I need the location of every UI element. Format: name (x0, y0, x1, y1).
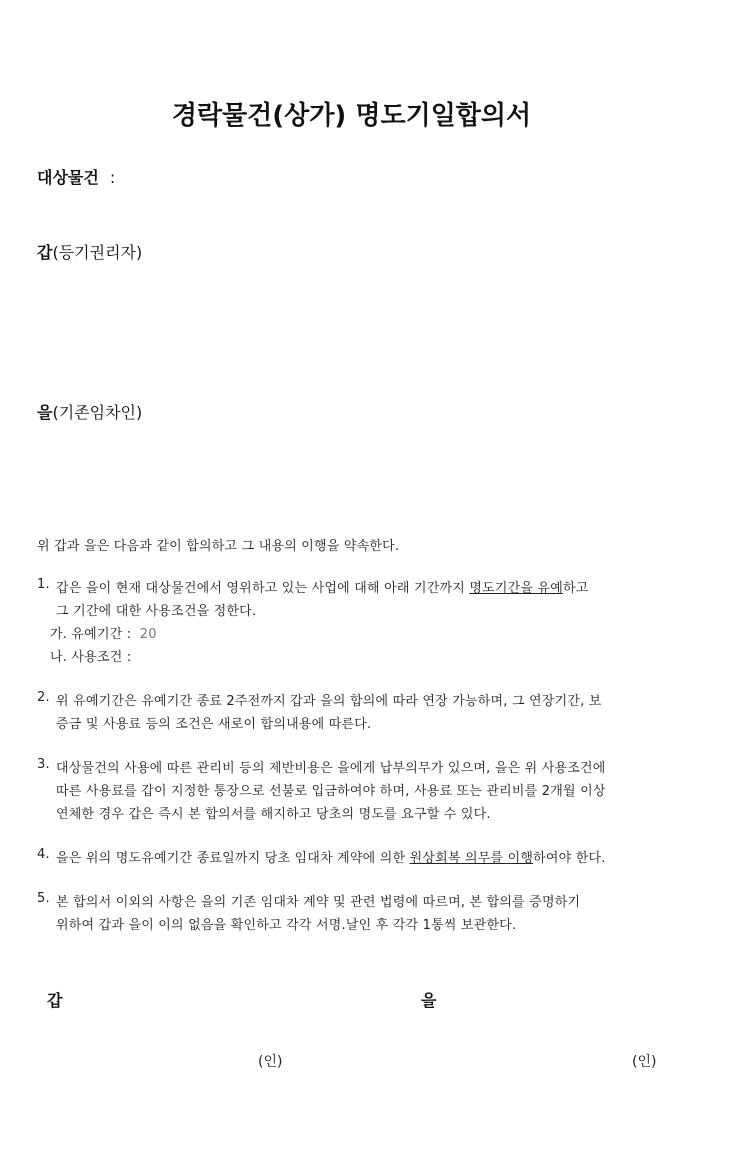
usage-terms-label: 나. 사용조건 : (50, 650, 132, 665)
clause-1-sub-b (50, 646, 131, 665)
clause-4-number: 4. (37, 847, 50, 862)
clause-1-text-a: 갑은 을이 현재 대상물건에서 영위하고 있는 사업에 대해 아래 기간까지 (56, 581, 470, 596)
party-a-line (37, 240, 142, 263)
clause-3-number: 3. (37, 757, 50, 772)
clause-4-text-b: 하여야 한다. (533, 851, 606, 866)
clause-5-number: 5. (37, 891, 50, 906)
clause-4-underlined: 원상회복 의무를 이행 (409, 851, 534, 866)
party-b-role: (기존임차인) (52, 403, 143, 422)
clause-5-line-2: 위하여 갑과 을이 이의 없음을 확인하고 각각 서명.날인 후 각각 1통씩 보관한다. (56, 918, 517, 933)
grace-period-value: 20 (139, 627, 157, 642)
clause-3-line-2: 따른 사용료를 갑이 지정한 통장으로 선불로 입금하여야 하며, 사용료 또는 관리비를 2개월 이상 (56, 784, 606, 799)
property-label: 대상물건 (37, 168, 99, 187)
clause-1-line-1 (56, 577, 588, 596)
intro-text: 위 갑과 을은 다음과 같이 합의하고 그 내용의 이행을 약속한다. (37, 539, 400, 554)
party-a-name: 갑 (37, 243, 53, 262)
party-b-line (37, 400, 142, 423)
document-title: 경락물건(상가) 명도기일합의서 (171, 101, 532, 131)
seal-party-b: (인) (632, 1054, 657, 1070)
seal-party-a: (인) (258, 1054, 283, 1070)
party-b-name: 을 (37, 403, 53, 422)
signature-party-a: 갑 (47, 991, 63, 1010)
clause-1-line-2: 그 기간에 대한 사용조건을 정한다. (56, 604, 257, 619)
property-colon: : (109, 168, 116, 187)
clause-4-text-a: 을은 위의 명도유예기간 종료일까지 당초 임대차 계약에 의한 (56, 851, 410, 866)
grace-period-label: 가. 유예기간 : (50, 627, 132, 642)
clause-5-line-1: 본 합의서 이외의 사항은 을의 기존 임대차 계약 및 관련 법령에 따르며, 본 합의를 증명하기 (56, 895, 581, 910)
clause-1-number: 1. (37, 577, 50, 592)
clause-1-text-b: 하고 (562, 581, 589, 596)
clause-3-line-3: 연체한 경우 갑은 즉시 본 합의서를 해지하고 당초의 명도를 요구할 수 있다. (56, 807, 491, 822)
property-line (37, 165, 115, 188)
clause-2-line-2: 증금 및 사용료 등의 조건은 새로이 합의내용에 따른다. (56, 717, 372, 732)
clause-1-underlined: 명도기간을 유예 (469, 581, 563, 596)
signature-party-b: 을 (421, 991, 437, 1010)
party-a-role: (등기권리자) (52, 243, 143, 262)
clause-3-line-1: 대상물건의 사용에 따른 관리비 등의 제반비용은 을에게 납부의무가 있으며, 을은 위 사용조건에 (56, 761, 606, 776)
clause-2-line-1: 위 유예기간은 유예기간 종료 2주전까지 갑과 을의 합의에 따라 연장 가능하며, 그 연장기간, 보 (56, 694, 602, 709)
clause-2-number: 2. (37, 690, 50, 705)
clause-1-sub-a (50, 623, 157, 642)
clause-4-line-1 (56, 847, 606, 866)
